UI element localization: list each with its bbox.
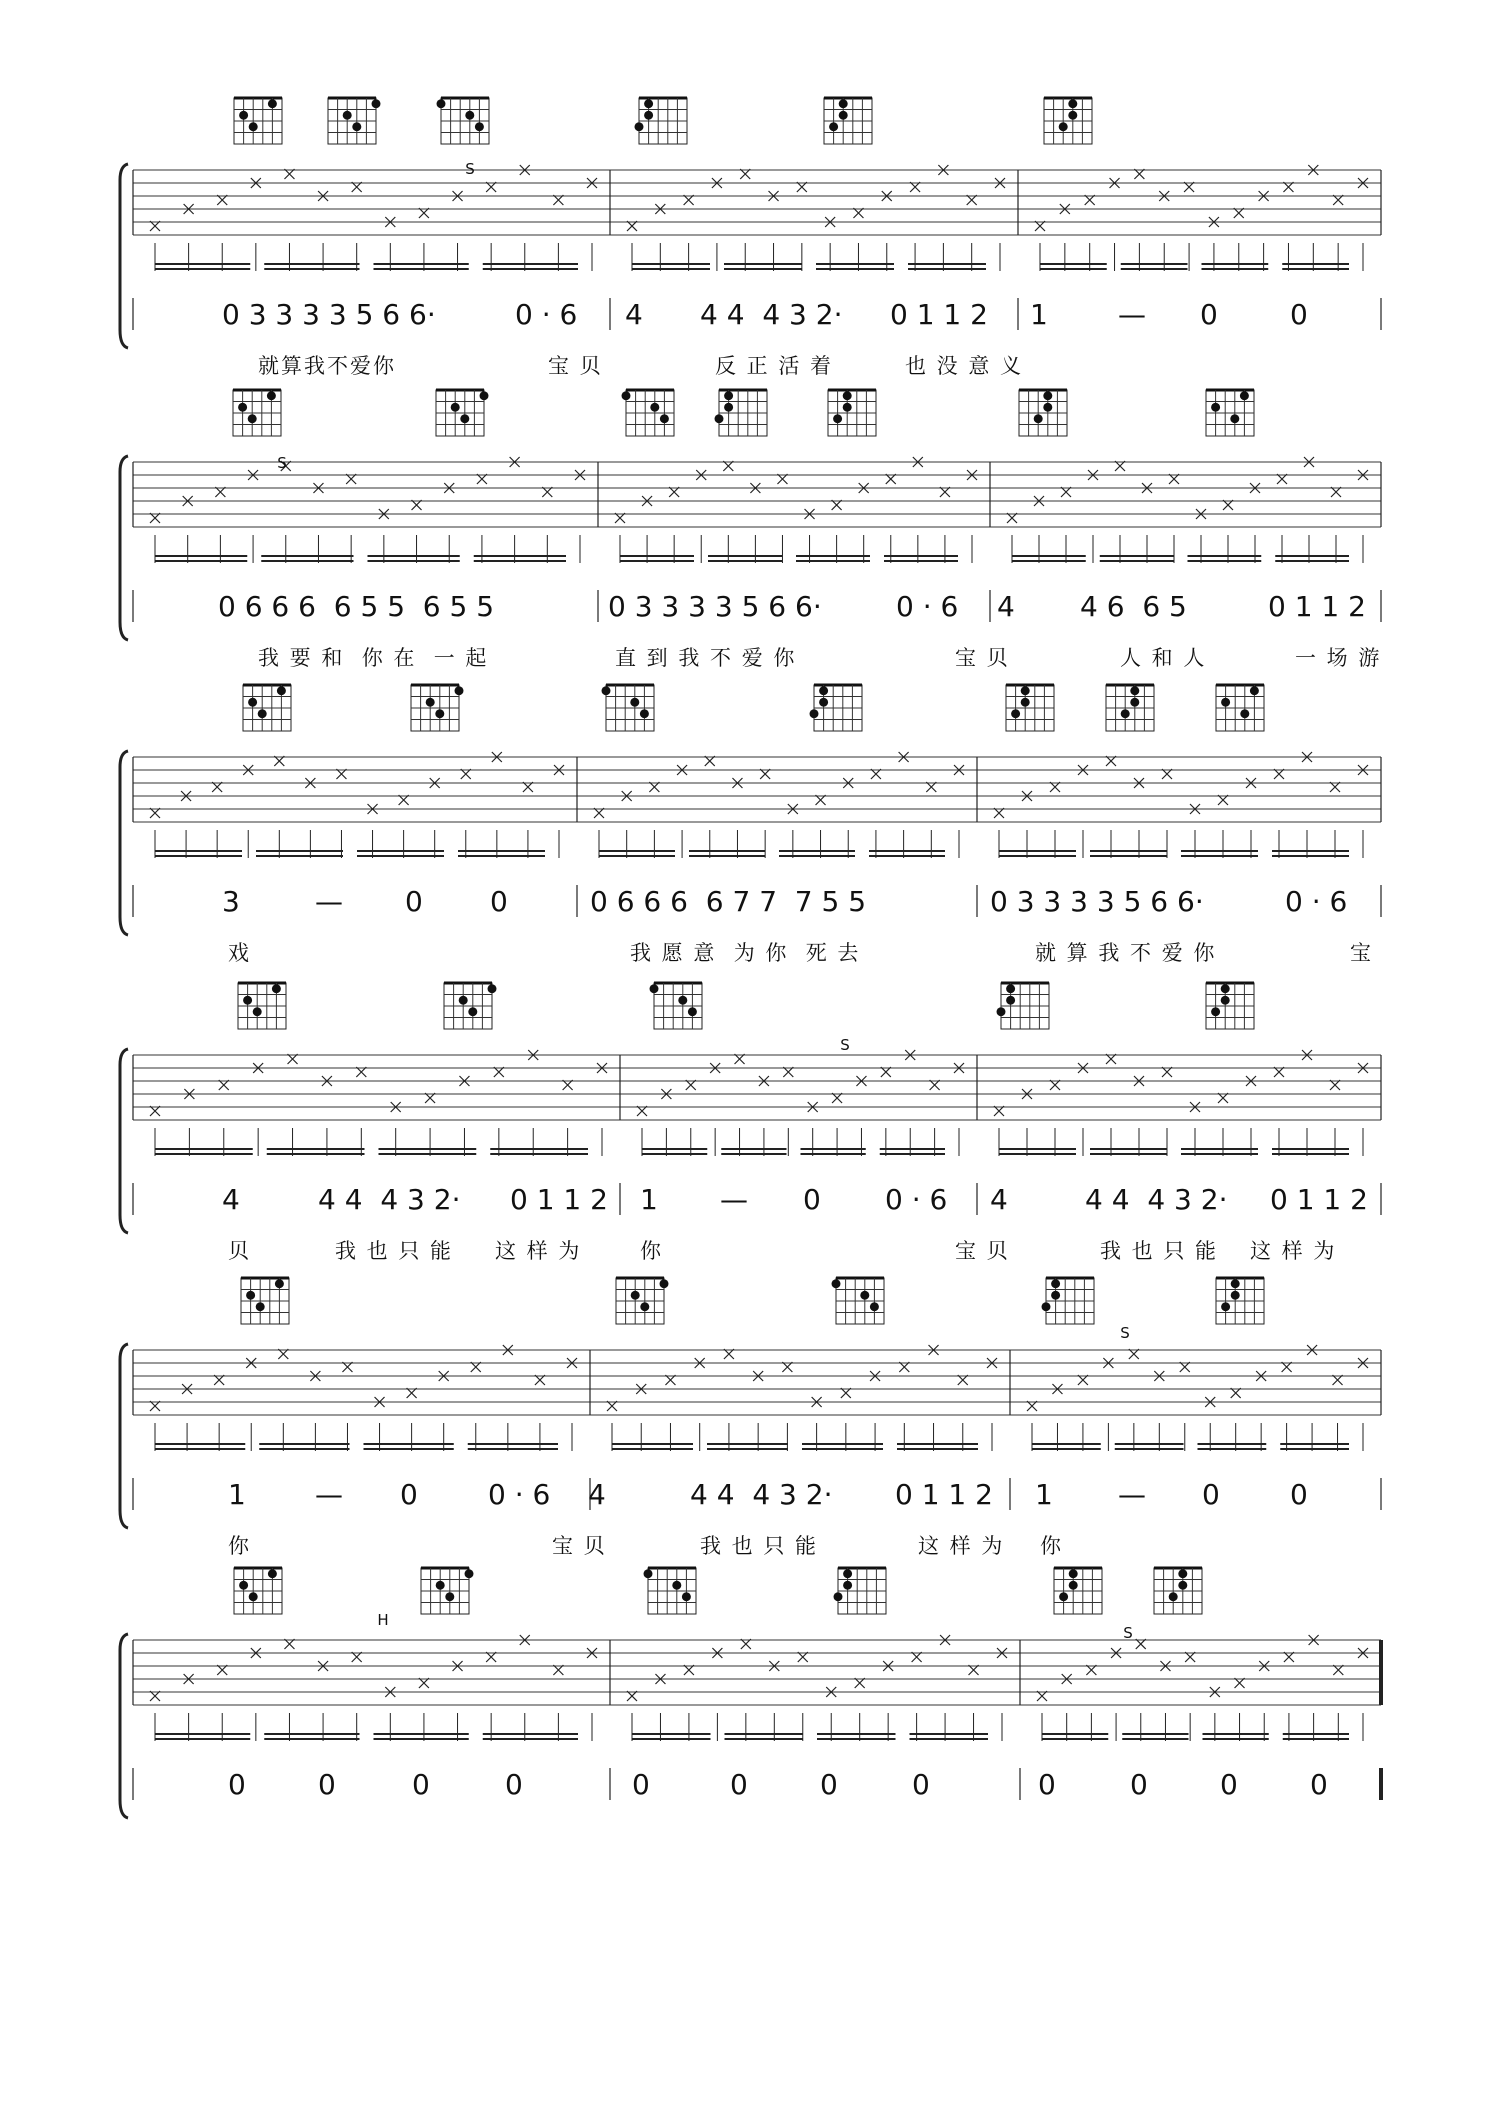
chord-diagram <box>602 685 655 731</box>
finger-dot <box>451 403 460 412</box>
finger-dot <box>860 1291 869 1300</box>
finger-dot <box>1021 698 1030 707</box>
finger-dot <box>246 1291 255 1300</box>
finger-dot <box>833 414 842 423</box>
chord-diagram <box>824 98 872 144</box>
chord-diagram <box>1206 983 1254 1029</box>
numbered-notation: 0 <box>803 1183 821 1216</box>
finger-dot <box>239 111 248 120</box>
finger-dot <box>277 686 286 695</box>
lyric: 宝 <box>1350 941 1373 965</box>
finger-dot <box>352 122 361 131</box>
chord-diagram <box>241 1278 289 1324</box>
finger-dot <box>1221 698 1230 707</box>
technique-slide: S <box>840 1036 850 1054</box>
finger-dot <box>1011 709 1020 718</box>
chord-diagram <box>1154 1568 1202 1614</box>
chord-diagram <box>622 390 675 436</box>
finger-dot <box>1068 99 1077 108</box>
numbered-notation: 0 1 1 2 <box>510 1183 608 1216</box>
technique-slide: S <box>1120 1324 1130 1342</box>
finger-dot <box>1130 698 1139 707</box>
numbered-notation: 0 · 6 <box>896 590 959 623</box>
finger-dot <box>343 111 352 120</box>
chord-diagram <box>328 98 381 144</box>
finger-dot <box>268 99 277 108</box>
lyric: 就算我不爱你 <box>258 354 396 378</box>
finger-dot <box>248 414 257 423</box>
finger-dot <box>256 1302 265 1311</box>
numbered-notation: — <box>315 885 343 918</box>
numbered-notation: 0 3 3 3 3 5 6 6· <box>222 298 436 331</box>
chord-diagram <box>1006 685 1054 731</box>
numbered-notation: 0 1 1 2 <box>1270 1183 1368 1216</box>
finger-dot <box>1211 403 1220 412</box>
chord-diagram <box>238 983 286 1029</box>
lyric: 也 没 意 义 <box>905 354 1024 378</box>
finger-dot <box>1231 1279 1240 1288</box>
finger-dot <box>249 1592 258 1601</box>
finger-dot <box>1051 1279 1060 1288</box>
numbered-notation: 4 4 4 3 2· <box>690 1478 833 1511</box>
system-bracket <box>120 751 128 935</box>
chord-diagram <box>243 685 291 731</box>
numbered-notation: 3 <box>222 885 240 918</box>
finger-dot <box>1211 1007 1220 1016</box>
lyric: 宝 贝 <box>955 646 1010 670</box>
system-bracket <box>120 1634 128 1818</box>
finger-dot <box>997 1007 1006 1016</box>
numbered-notation: 0 <box>400 1478 418 1511</box>
chord-diagram <box>1216 685 1264 731</box>
lyric: 我 愿 意 为 你 死 去 <box>630 941 861 965</box>
finger-dot <box>1250 686 1259 695</box>
finger-dot <box>488 984 497 993</box>
numbered-notation: 0 <box>1310 1768 1328 1801</box>
finger-dot <box>715 414 724 423</box>
numbered-notation: 0 <box>1130 1768 1148 1801</box>
numbered-notation: 4 <box>588 1478 606 1511</box>
finger-dot <box>249 122 258 131</box>
finger-dot <box>1051 1291 1060 1300</box>
technique-slide: S <box>1123 1624 1133 1642</box>
finger-dot <box>843 1569 852 1578</box>
chord-diagram <box>1054 1568 1102 1614</box>
numbered-notation: 1 <box>1035 1478 1053 1511</box>
finger-dot <box>1240 709 1249 718</box>
finger-dot <box>1178 1569 1187 1578</box>
numbered-notation: 0 <box>490 885 508 918</box>
chord-diagram <box>1106 685 1154 731</box>
system-bracket <box>120 164 128 348</box>
numbered-notation: 4 4 4 3 2· <box>700 298 843 331</box>
chord-diagram <box>997 983 1050 1029</box>
finger-dot <box>682 1592 691 1601</box>
finger-dot <box>640 1302 649 1311</box>
numbered-notation: 0 <box>505 1768 523 1801</box>
numbered-notation: — <box>1118 1478 1146 1511</box>
numbered-notation: 0 6 6 6 6 5 5 6 5 5 <box>218 590 495 623</box>
chord-diagram <box>715 390 768 436</box>
lyric: 我 也 只 能 <box>700 1534 819 1558</box>
chord-diagram <box>421 1568 474 1614</box>
finger-dot <box>1043 403 1052 412</box>
finger-dot <box>426 698 435 707</box>
numbered-notation: 0 · 6 <box>515 298 578 331</box>
finger-dot <box>622 391 631 400</box>
numbered-notation: 0 3 3 3 3 5 6 6· <box>990 885 1204 918</box>
numbered-notation: 0 <box>1290 1478 1308 1511</box>
lyric: 我 也 只 能 <box>335 1239 454 1263</box>
finger-dot <box>688 1007 697 1016</box>
chord-diagram <box>1216 1278 1264 1324</box>
finger-dot <box>253 1007 262 1016</box>
numbered-notation: 0 <box>1202 1478 1220 1511</box>
finger-dot <box>1121 709 1130 718</box>
finger-dot <box>239 1581 248 1590</box>
finger-dot <box>459 996 468 1005</box>
finger-dot <box>602 686 611 695</box>
finger-dot <box>268 1569 277 1578</box>
numbered-notation: 0 <box>820 1768 838 1801</box>
chord-diagram <box>1019 390 1067 436</box>
chord-diagram <box>635 98 688 144</box>
numbered-notation: 4 <box>222 1183 240 1216</box>
finger-dot <box>843 1581 852 1590</box>
chord-diagram <box>1206 390 1254 436</box>
finger-dot <box>1231 1291 1240 1300</box>
finger-dot <box>258 709 267 718</box>
chord-diagram <box>233 390 281 436</box>
finger-dot <box>1221 984 1230 993</box>
finger-dot <box>445 1592 454 1601</box>
lyric: 贝 <box>228 1239 251 1263</box>
finger-dot <box>724 391 733 400</box>
finger-dot <box>660 1279 669 1288</box>
lyric: 我 要 和 你 在 一 起 <box>258 646 489 670</box>
finger-dot <box>839 99 848 108</box>
finger-dot <box>1178 1581 1187 1590</box>
finger-dot <box>1221 996 1230 1005</box>
finger-dot <box>810 709 819 718</box>
finger-dot <box>678 996 687 1005</box>
finger-dot <box>248 698 257 707</box>
numbered-notation: 4 <box>997 590 1015 623</box>
lyric: 宝 贝 <box>548 354 603 378</box>
finger-dot <box>1130 686 1139 695</box>
system-bracket <box>120 1344 128 1528</box>
chord-diagram <box>436 390 489 436</box>
finger-dot <box>1230 414 1239 423</box>
finger-dot <box>465 111 474 120</box>
lyric: 你 <box>1040 1534 1063 1558</box>
numbered-notation: 4 4 4 3 2· <box>318 1183 461 1216</box>
chord-diagram <box>444 983 497 1029</box>
finger-dot <box>267 391 276 400</box>
technique-slide: S <box>465 160 475 178</box>
numbered-notation: 0 <box>1038 1768 1056 1801</box>
chord-diagram <box>411 685 464 731</box>
numbered-notation: 0 <box>730 1768 748 1801</box>
finger-dot <box>435 709 444 718</box>
lyric: 直 到 我 不 爱 你 <box>615 646 797 670</box>
chord-diagram <box>234 1568 282 1614</box>
numbered-notation: 4 <box>990 1183 1008 1216</box>
lyric: 我 也 只 能 <box>1100 1239 1219 1263</box>
chord-diagram <box>1044 98 1092 144</box>
finger-dot <box>275 1279 284 1288</box>
finger-dot <box>834 1592 843 1601</box>
finger-dot <box>644 1569 653 1578</box>
lyric: 宝 贝 <box>955 1239 1010 1263</box>
lyric: 这 样 为 <box>495 1239 582 1263</box>
system-6 <box>120 1568 1381 1818</box>
finger-dot <box>460 414 469 423</box>
finger-dot <box>243 996 252 1005</box>
numbered-notation: 0 <box>632 1768 650 1801</box>
finger-dot <box>839 111 848 120</box>
numbered-notation: 0 1 1 2 <box>1268 590 1366 623</box>
system-bracket <box>120 1049 128 1233</box>
finger-dot <box>660 414 669 423</box>
finger-dot <box>631 1291 640 1300</box>
finger-dot <box>1006 984 1015 993</box>
finger-dot <box>644 99 653 108</box>
finger-dot <box>480 391 489 400</box>
numbered-notation: 0 1 1 2 <box>895 1478 993 1511</box>
numbered-notation: 0 <box>1290 298 1308 331</box>
finger-dot <box>724 403 733 412</box>
finger-dot <box>272 984 281 993</box>
numbered-notation: 4 4 4 3 2· <box>1085 1183 1228 1216</box>
finger-dot <box>437 99 446 108</box>
technique-slide: S <box>277 454 287 472</box>
finger-dot <box>819 698 828 707</box>
finger-dot <box>1069 1581 1078 1590</box>
finger-dot <box>829 122 838 131</box>
finger-dot <box>468 1007 477 1016</box>
chord-diagram <box>832 1278 885 1324</box>
finger-dot <box>843 403 852 412</box>
numbered-notation: 4 6 6 5 <box>1080 590 1187 623</box>
numbered-notation: 0 <box>318 1768 336 1801</box>
lyric: 一 场 游 <box>1295 646 1382 670</box>
lyric: 就 算 我 不 爱 你 <box>1035 941 1217 965</box>
chord-diagram <box>1042 1278 1095 1324</box>
finger-dot <box>1059 1592 1068 1601</box>
numbered-notation: 0 <box>1220 1768 1238 1801</box>
system-bracket <box>120 456 128 640</box>
finger-dot <box>465 1569 474 1578</box>
finger-dot <box>475 122 484 131</box>
finger-dot <box>238 403 247 412</box>
numbered-notation: 0 6 6 6 6 7 7 7 5 5 <box>590 885 867 918</box>
finger-dot <box>1043 391 1052 400</box>
finger-dot <box>1221 1302 1230 1311</box>
chord-diagram <box>650 983 703 1029</box>
lyric: 人 和 人 <box>1120 646 1207 670</box>
finger-dot <box>1169 1592 1178 1601</box>
finger-dot <box>1034 414 1043 423</box>
finger-dot <box>819 686 828 695</box>
numbered-notation: 0 · 6 <box>1285 885 1348 918</box>
finger-dot <box>436 1581 445 1590</box>
finger-dot <box>843 391 852 400</box>
chord-diagram <box>616 1278 669 1324</box>
numbered-notation: 0 <box>405 885 423 918</box>
finger-dot <box>455 686 464 695</box>
numbered-notation: 1 <box>1030 298 1048 331</box>
finger-dot <box>1069 1569 1078 1578</box>
chord-diagram <box>234 98 282 144</box>
finger-dot <box>1059 122 1068 131</box>
lyric: 戏 <box>228 941 251 965</box>
lyric: 这 样 为 <box>1250 1239 1337 1263</box>
chord-diagram <box>828 390 876 436</box>
finger-dot <box>1042 1302 1051 1311</box>
finger-dot <box>672 1581 681 1590</box>
finger-dot <box>372 99 381 108</box>
finger-dot <box>650 984 659 993</box>
numbered-notation: 1 <box>228 1478 246 1511</box>
chord-diagram <box>834 1568 887 1614</box>
lyric: 这 样 为 <box>918 1534 1005 1558</box>
finger-dot <box>635 122 644 131</box>
finger-dot <box>640 709 649 718</box>
finger-dot <box>1021 686 1030 695</box>
chord-diagram <box>644 1568 697 1614</box>
finger-dot <box>832 1279 841 1288</box>
lyric: 你 <box>640 1239 663 1263</box>
numbered-notation: 1 <box>640 1183 658 1216</box>
numbered-notation: 0 3 3 3 3 5 6 6· <box>608 590 822 623</box>
numbered-notation: 4 <box>625 298 643 331</box>
numbered-notation: 0 1 1 2 <box>890 298 988 331</box>
finger-dot <box>1240 391 1249 400</box>
numbered-notation: 0 · 6 <box>488 1478 551 1511</box>
numbered-notation: 0 · 6 <box>885 1183 948 1216</box>
finger-dot <box>1068 111 1077 120</box>
finger-dot <box>1006 996 1015 1005</box>
lyric: 反 正 活 着 <box>715 354 834 378</box>
finger-dot <box>630 698 639 707</box>
lyric: 你 <box>228 1534 251 1558</box>
finger-dot <box>870 1302 879 1311</box>
technique-hammer: H <box>377 1611 389 1629</box>
chord-diagram <box>810 685 863 731</box>
finger-dot <box>644 111 653 120</box>
numbered-notation: — <box>1118 298 1146 331</box>
lyric: 宝 贝 <box>552 1534 607 1558</box>
numbered-notation: 0 <box>912 1768 930 1801</box>
numbered-notation: — <box>720 1183 748 1216</box>
numbered-notation: 0 <box>228 1768 246 1801</box>
numbered-notation: — <box>315 1478 343 1511</box>
chord-diagram <box>437 98 490 144</box>
finger-dot <box>650 403 659 412</box>
numbered-notation: 0 <box>412 1768 430 1801</box>
numbered-notation: 0 <box>1200 298 1218 331</box>
